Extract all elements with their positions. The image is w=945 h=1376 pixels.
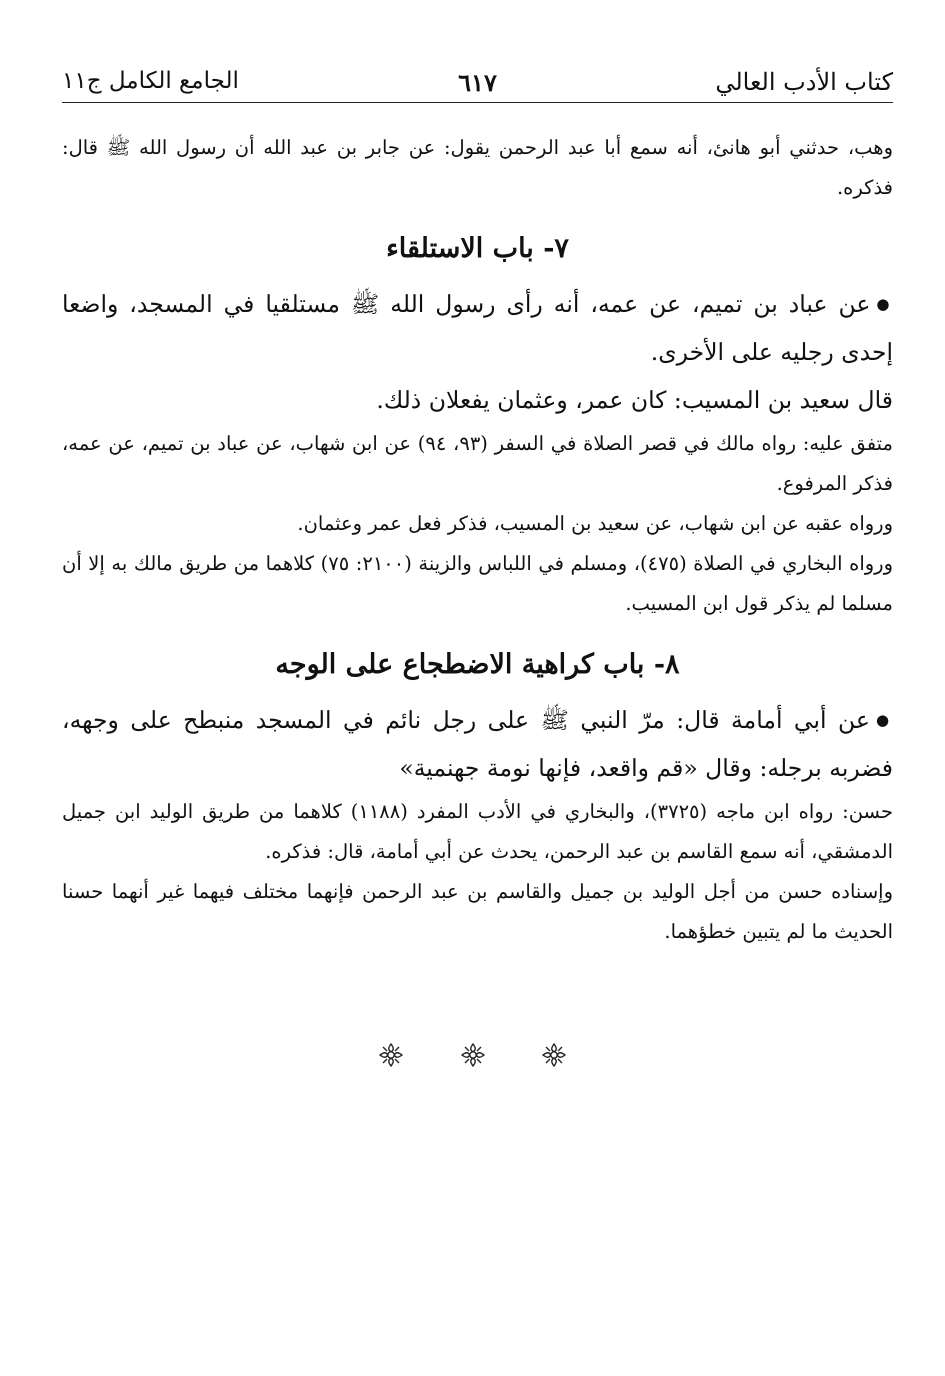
hadith-text-8 xyxy=(62,696,893,792)
athar-text-7: قال سعيد بن المسيب: كان عمر، وعثمان يفعلان ذلك. xyxy=(376,386,893,414)
flower-ornament-icon xyxy=(378,1042,404,1068)
section-end-ornaments xyxy=(0,1042,945,1072)
hadith-text-7-content: عن عباد بن تميم، عن عمه، أنه رأى رسول الله ﷺ مستلقيا في المسجد، واضعا إحدى رجليه على الأخرى. xyxy=(62,290,893,366)
flower-ornament-icon xyxy=(460,1042,486,1068)
takhrij-7b: ورواه عقبه عن ابن شهاب، عن سعيد بن المسيب، فذكر فعل عمر وعثمان. xyxy=(297,512,893,535)
paragraph-continuation: وهب، حدثني أبو هانئ، أنه سمع أبا عبد الرحمن يقول: عن جابر بن عبد الله أن رسول الله ﷺ قال: فذكره. xyxy=(62,136,893,199)
page-header xyxy=(62,62,893,103)
takhrij-7a: متفق عليه: رواه مالك في قصر الصلاة في السفر (٩٣، ٩٤) عن ابن شهاب، عن عباد بن تميم، عن عمه، فذكر المرفوع. xyxy=(62,432,893,495)
hadith-text-8-content: عن أبي أمامة قال: مرّ النبي ﷺ على رجل نائم في المسجد منبطح على وجهه، فضربه برجله: وقال «قم واقعد، فإنها نومة جهنمية» xyxy=(62,706,893,782)
page-body xyxy=(62,128,893,952)
chapter-heading-8: ٨- باب كراهية الاضطجاع على الوجه xyxy=(275,649,680,680)
page-number: ٦١٧ xyxy=(458,68,497,97)
chapter-heading-7: ٧- باب الاستلقاء xyxy=(386,233,569,264)
book-title: كتاب الأدب العالي xyxy=(715,68,893,96)
flower-ornament-icon xyxy=(541,1042,567,1068)
hadith-text-7 xyxy=(62,280,893,376)
takhrij-7c: ورواه البخاري في الصلاة (٤٧٥)، ومسلم في اللباس والزينة (٢١٠٠: ٧٥) كلاهما من طريق مالك به إلا أن مسلما لم يذكر قول ابن المسيب. xyxy=(62,552,894,615)
bullet-icon: ● xyxy=(875,711,893,729)
volume-label: الجامع الكامل ج١١ xyxy=(62,68,239,94)
bullet-icon: ● xyxy=(876,295,893,313)
takhrij-8a: حسن: رواه ابن ماجه (٣٧٢٥)، والبخاري في الأدب المفرد (١١٨٨) كلاهما من طريق الوليد ابن جميل الدمشقي، أنه سمع القاسم بن عبد الرحمن، يحدث عن أبي أمامة، قال: فذكره. xyxy=(62,800,893,863)
takhrij-8b: وإسناده حسن من أجل الوليد بن جميل والقاسم بن عبد الرحمن فإنهما مختلف فيهما غير أنهما حسنا الحديث ما لم يتبين خطؤهما. xyxy=(62,880,893,943)
